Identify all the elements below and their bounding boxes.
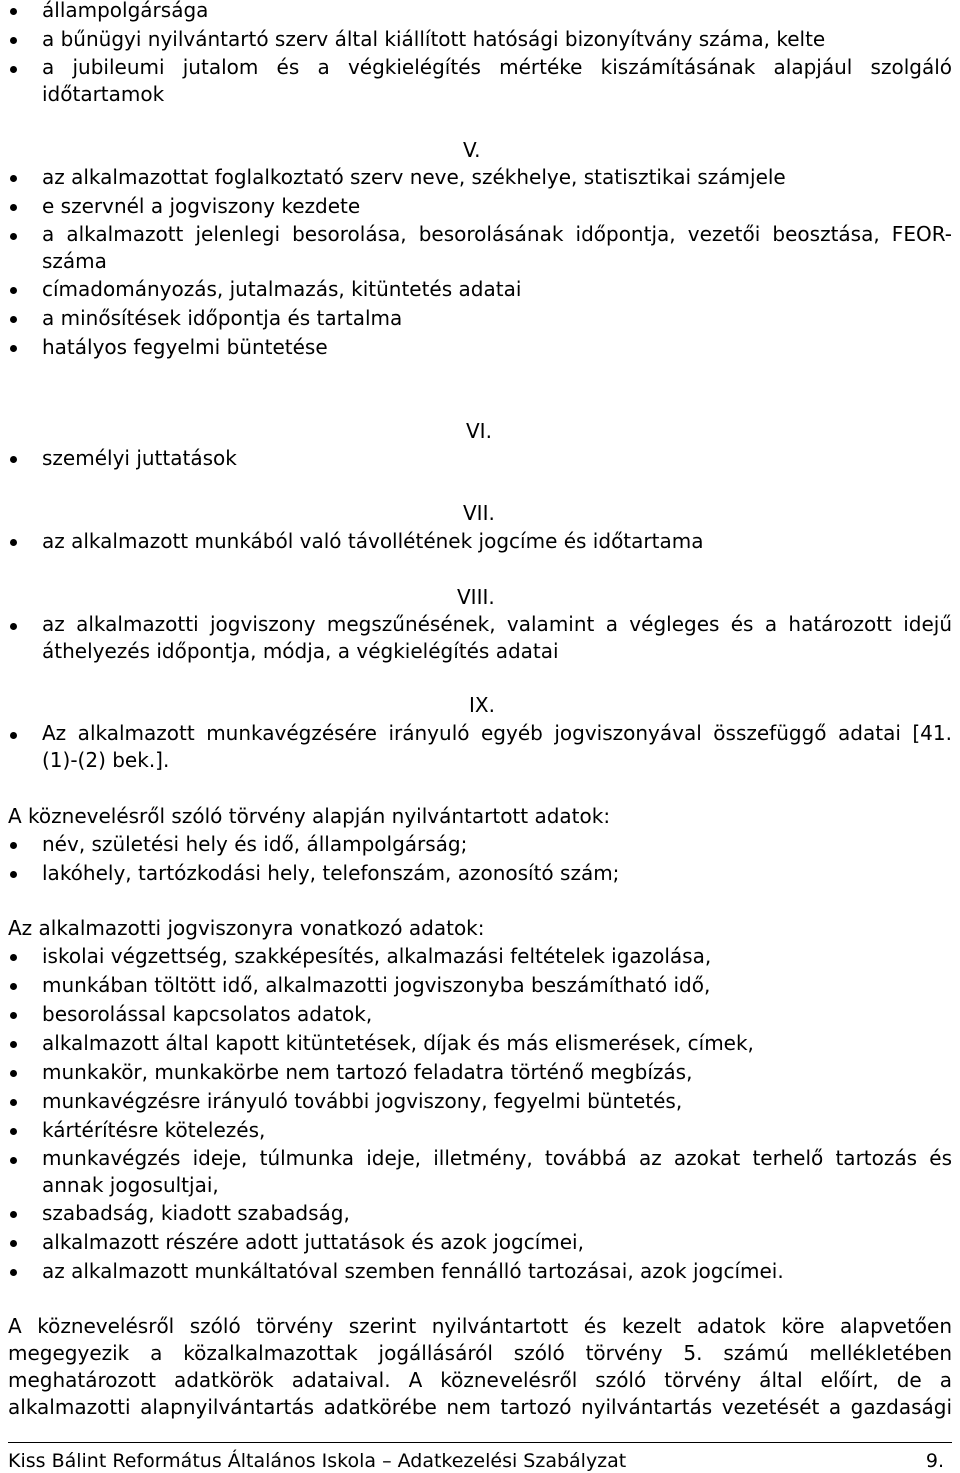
list-item: az alkalmazott munkáltatóval szemben fennálló tartozásai, azok jogcímei.: [0, 1257, 960, 1286]
section-vii-list: [0, 527, 960, 556]
list-item: alkalmazott részére adott juttatások és azok jogcímei,: [0, 1228, 960, 1257]
section-heading-v: V.: [463, 138, 481, 162]
bullet-icon: [10, 1269, 17, 1276]
bullet-icon: [10, 1240, 17, 1247]
list-item: a bűnügyi nyilvántartó szerv által kiállított hatósági bizonyítvány száma, kelte: [0, 25, 960, 54]
list-item: a jubileumi jutalom és a végkielégítés mértéke kiszámításának alapjául szolgáló időtartamok: [0, 54, 960, 108]
list-item: az alkalmazotti jogviszony megszűnésének, valamint a végleges és a határozott idejű áthelyezés időpontja, módja, a végkielégítés adatai: [0, 611, 960, 665]
section-iv-list: [0, 0, 960, 108]
bullet-icon: [10, 1070, 17, 1077]
bullet-icon: [10, 871, 17, 878]
section-heading-viii: VIII.: [457, 585, 495, 609]
closing-paragraph-line: megegyezik a közalkalmazottak jogállásáról szóló törvény 5. számú mellékletében: [8, 1341, 952, 1365]
list-item: címadományozás, jutalmazás, kitüntetés adatai: [0, 275, 960, 304]
bullet-icon: [10, 842, 17, 849]
bullet-icon: [10, 287, 17, 294]
bullet-icon: [10, 456, 17, 463]
section-viii-list: [0, 611, 960, 665]
list-item: a alkalmazott jelenlegi besorolása, besorolásának időpontja, vezetői beosztása, FEOR-száma: [0, 221, 960, 275]
list-item: iskolai végzettség, szakképesítés, alkalmazási feltételek igazolása,: [0, 942, 960, 971]
bullet-icon: [10, 316, 17, 323]
list-item: az alkalmazott munkából való távollétének jogcíme és időtartama: [0, 527, 960, 556]
list-item: szabadság, kiadott szabadság,: [0, 1199, 960, 1228]
bullet-icon: [10, 1157, 17, 1164]
footer-title: Kiss Bálint Református Általános Iskola – Adatkezelési Szabályzat: [8, 1450, 627, 1472]
bullet-icon: [10, 732, 17, 739]
closing-paragraph-line: A köznevelésről szóló törvény szerint nyilvántartott és kezelt adatok köre alapvetően: [8, 1314, 952, 1338]
list-item: e szervnél a jogviszony kezdete: [0, 192, 960, 221]
list-item: a minősítések időpontja és tartalma: [0, 304, 960, 333]
footer-divider: [8, 1442, 952, 1443]
bullet-icon: [10, 1211, 17, 1218]
bullet-icon: [10, 539, 17, 546]
employment-data-intro: Az alkalmazotti jogviszonyra vonatkozó adatok:: [8, 916, 485, 940]
bullet-icon: [10, 175, 17, 182]
page-number: 9.: [925, 1450, 944, 1472]
list-item: besorolással kapcsolatos adatok,: [0, 1000, 960, 1029]
bullet-icon: [10, 954, 17, 961]
list-item: munkavégzés ideje, túlmunka ideje, illetmény, továbbá az azokat terhelő tartozás és annak jogosultjai,: [0, 1145, 960, 1199]
page-footer: [8, 1449, 952, 1473]
bullet-icon: [10, 66, 17, 73]
list-item: hatályos fegyelmi büntetése: [0, 333, 960, 362]
list-item: munkakör, munkakörbe nem tartozó feladatra történő megbízás,: [0, 1058, 960, 1087]
bullet-icon: [10, 8, 17, 15]
closing-paragraph-line: alkalmazotti alapnyilvántartás adatkörébe nem tartozó nyilvántartás vezetését a gazdasági: [8, 1395, 952, 1419]
bullet-icon: [10, 1041, 17, 1048]
bullet-icon: [10, 1099, 17, 1106]
closing-paragraph-line: meghatározott adatkörök adataival. A köznevelésről szóló törvény által előírt, de a: [8, 1368, 952, 1392]
bullet-icon: [10, 37, 17, 44]
bullet-icon: [10, 204, 17, 211]
knt-data-intro: A köznevelésről szóló törvény alapján nyilvántartott adatok:: [8, 804, 611, 828]
bullet-icon: [10, 1128, 17, 1135]
list-item: lakóhely, tartózkodási hely, telefonszám, azonosító szám;: [0, 859, 960, 888]
section-v-list: [0, 163, 960, 362]
list-item: állampolgársága: [0, 0, 960, 25]
list-item: munkavégzésre irányuló további jogviszony, fegyelmi büntetés,: [0, 1087, 960, 1116]
section-heading-ix: IX.: [469, 693, 495, 717]
employment-data-list: [0, 942, 960, 1286]
bullet-icon: [10, 983, 17, 990]
list-item: kártérítésre kötelezés,: [0, 1116, 960, 1145]
list-item: az alkalmazottat foglalkoztató szerv neve, székhelye, statisztikai számjele: [0, 163, 960, 192]
section-vi-list: [0, 444, 960, 473]
section-ix-list: [0, 720, 960, 774]
list-item: név, születési hely és idő, állampolgárság;: [0, 830, 960, 859]
list-item: alkalmazott által kapott kitüntetések, díjak és más elismerések, címek,: [0, 1029, 960, 1058]
knt-data-list: [0, 830, 960, 888]
bullet-icon: [10, 623, 17, 630]
bullet-icon: [10, 345, 17, 352]
section-heading-vi: VI.: [466, 419, 492, 443]
list-item: Az alkalmazott munkavégzésére irányuló egyéb jogviszonyával összefüggő adatai [41. (1)-(2) bek.].: [0, 720, 960, 774]
section-heading-vii: VII.: [463, 501, 495, 525]
list-item: személyi juttatások: [0, 444, 960, 473]
bullet-icon: [10, 233, 17, 240]
bullet-icon: [10, 1012, 17, 1019]
list-item: munkában töltött idő, alkalmazotti jogviszonyba beszámítható idő,: [0, 971, 960, 1000]
